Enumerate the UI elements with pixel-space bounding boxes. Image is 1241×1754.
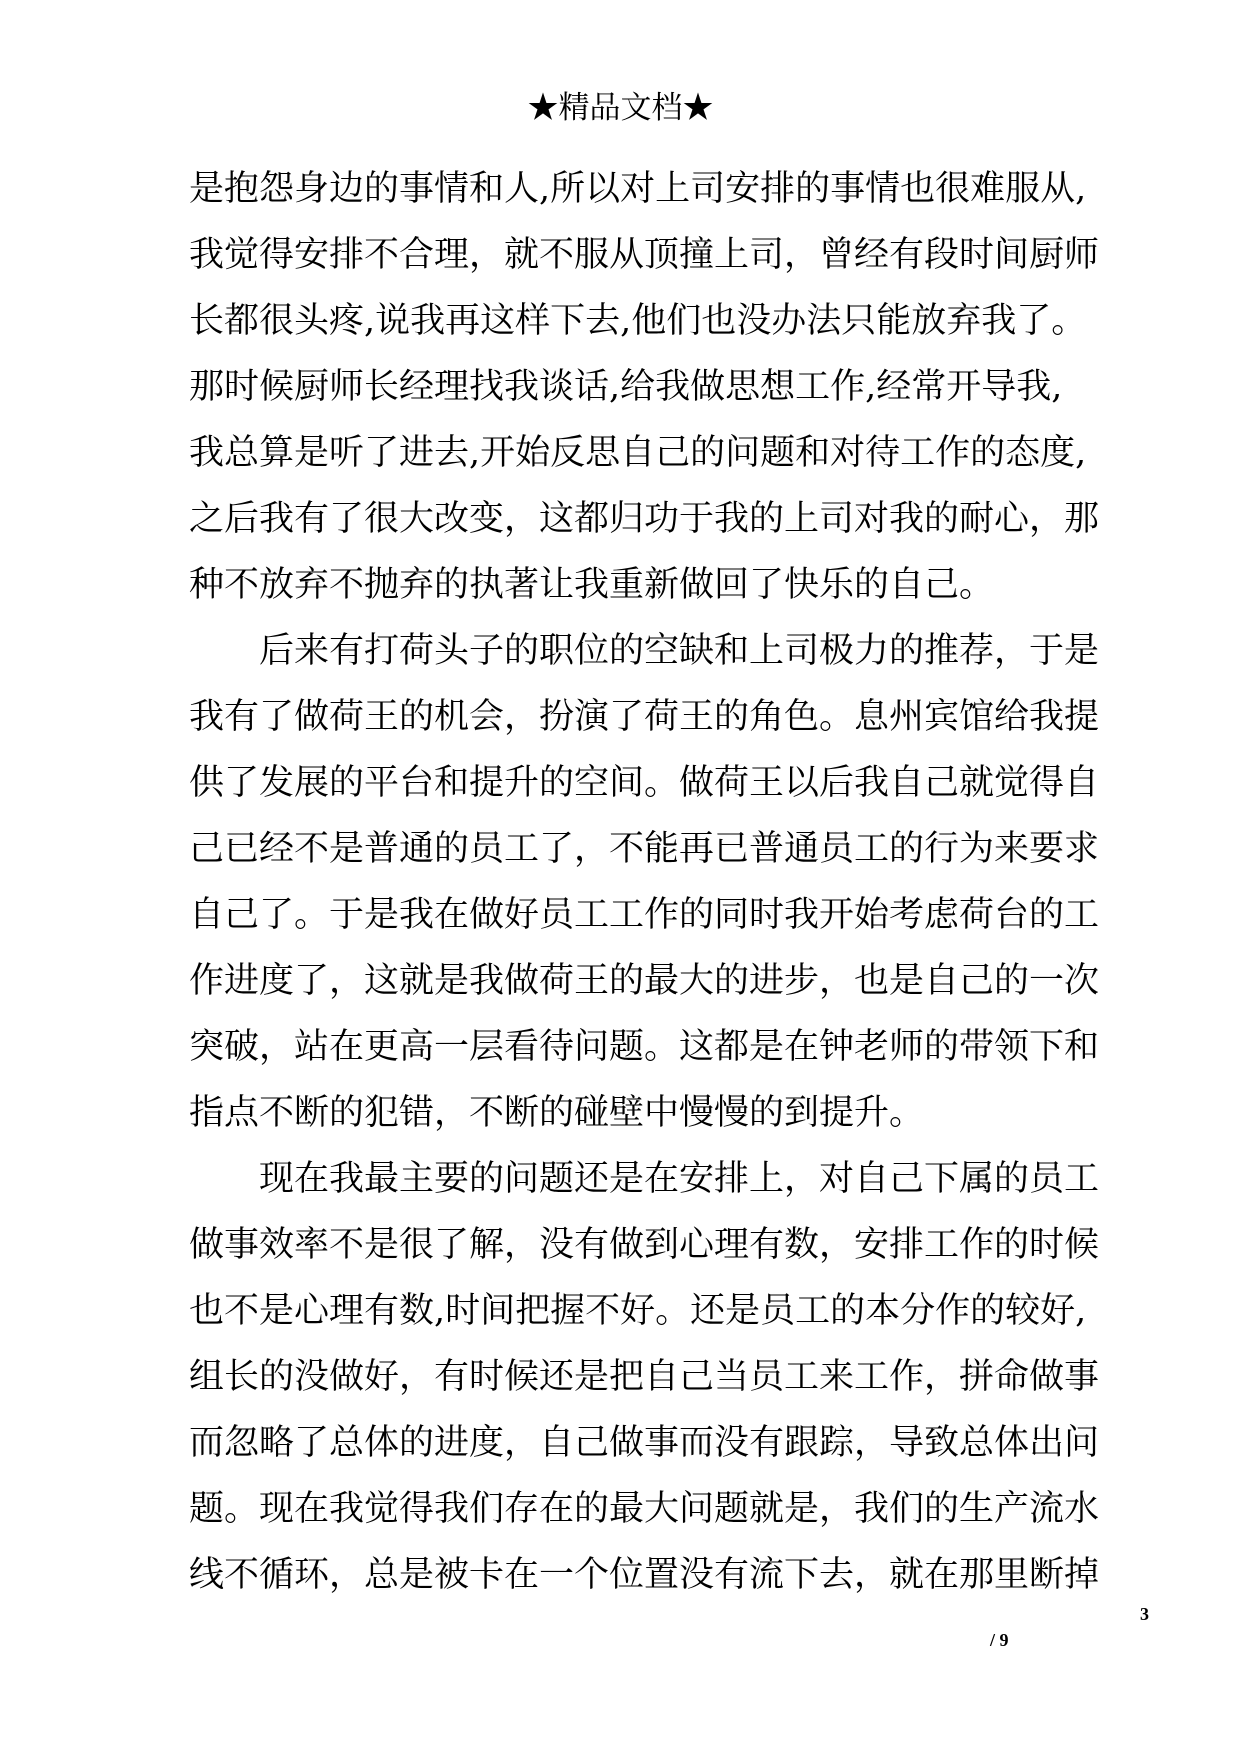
text-line: 我总算是听了进去,开始反思自己的问题和对待工作的态度, (189, 433, 1087, 473)
text-line: 组长的没做好，有时候还是把自己当员工来工作，拼命做事 (189, 1357, 1100, 1397)
text-line: 现在我最主要的问题还是在安排上，对自己下属的员工 (259, 1159, 1100, 1199)
text-line: 自己了。于是我在做好员工工作的同时我开始考虑荷台的工 (189, 895, 1100, 935)
text-line: 而忽略了总体的进度，自己做事而没有跟踪，导致总体出问 (189, 1423, 1100, 1463)
document-header-title: ★精品文档★ (527, 90, 714, 126)
text-line: 线不循环，总是被卡在一个位置没有流下去，就在那里断掉 (189, 1555, 1100, 1595)
text-line: 题。现在我觉得我们存在的最大问题就是，我们的生产流水 (189, 1489, 1100, 1529)
text-line: 己已经不是普通的员工了，不能再已普通员工的行为来要求 (189, 829, 1100, 869)
text-line: 我有了做荷王的机会，扮演了荷王的角色。息州宾馆给我提 (189, 697, 1100, 737)
text-line: 是抱怨身边的事情和人,所以对上司安排的事情也很难服从, (189, 169, 1087, 209)
text-line: 指点不断的犯错，不断的碰壁中慢慢的到提升。 (189, 1093, 925, 1133)
text-line: 也不是心理有数,时间把握不好。还是员工的本分作的较好, (189, 1291, 1087, 1331)
page-total: / 9 (990, 1630, 1009, 1650)
text-line: 种不放弃不抛弃的执著让我重新做回了快乐的自己。 (189, 565, 995, 605)
document-body (189, 156, 1100, 1608)
text-line: 我觉得安排不合理，就不服从顶撞上司，曾经有段时间厨师 (189, 235, 1100, 275)
text-line: 之后我有了很大改变，这都归功于我的上司对我的耐心，那 (189, 499, 1100, 539)
page-number: 3 (1140, 1604, 1149, 1624)
text-line: 突破，站在更高一层看待问题。这都是在钟老师的带领下和 (189, 1027, 1100, 1067)
text-line: 做事效率不是很了解，没有做到心理有数，安排工作的时候 (189, 1225, 1100, 1265)
text-line: 那时候厨师长经理找我谈话,给我做思想工作,经常开导我, (189, 367, 1063, 407)
text-line: 作进度了，这就是我做荷王的最大的进步，也是自己的一次 (189, 961, 1100, 1001)
text-line: 长都很头疼,说我再这样下去,他们也没办法只能放弃我了。 (189, 301, 1087, 341)
text-line: 后来有打荷头子的职位的空缺和上司极力的推荐，于是 (259, 631, 1100, 671)
text-line: 供了发展的平台和提升的空间。做荷王以后我自己就觉得自 (189, 763, 1100, 803)
